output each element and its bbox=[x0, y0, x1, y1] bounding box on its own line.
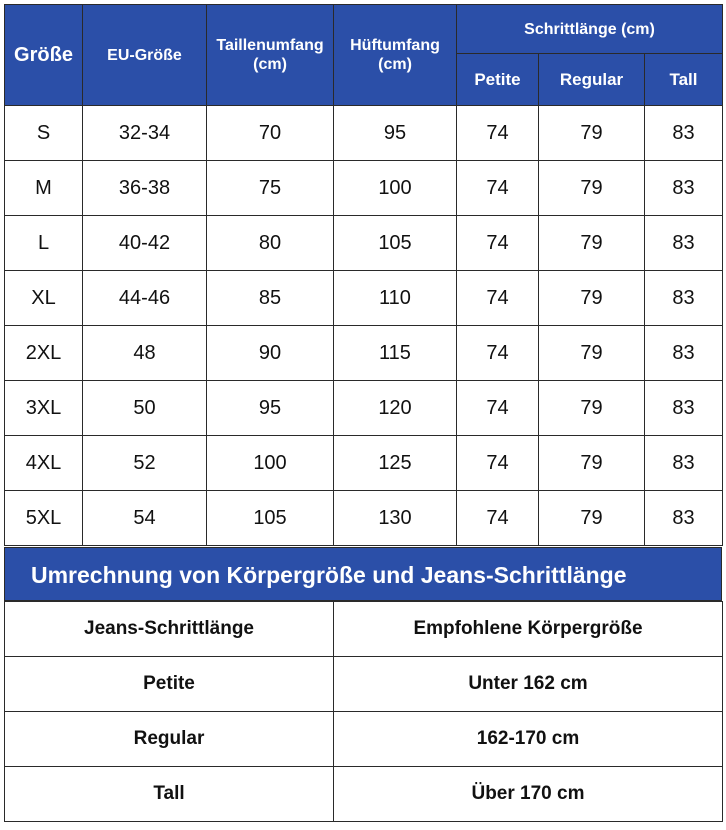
cell-regular: 79 bbox=[539, 271, 645, 326]
header-eu-groesse: EU-Größe bbox=[83, 5, 207, 106]
conversion-header-inseam: Jeans-Schrittlänge bbox=[5, 602, 334, 657]
conversion-cell-inseam: Tall bbox=[5, 767, 334, 822]
cell-hip: 105 bbox=[334, 216, 457, 271]
cell-size: L bbox=[5, 216, 83, 271]
cell-waist: 105 bbox=[207, 491, 334, 546]
header-taillenumfang: Taillenumfang (cm) bbox=[207, 5, 334, 106]
header-hueftumfang: Hüftumfang (cm) bbox=[334, 5, 457, 106]
table-row bbox=[5, 326, 723, 381]
table-row bbox=[5, 271, 723, 326]
cell-hip: 130 bbox=[334, 491, 457, 546]
cell-eu: 32-34 bbox=[83, 106, 207, 161]
conversion-header-row bbox=[5, 602, 723, 657]
cell-waist: 100 bbox=[207, 436, 334, 491]
cell-tall: 83 bbox=[645, 216, 723, 271]
cell-eu: 50 bbox=[83, 381, 207, 436]
cell-tall: 83 bbox=[645, 271, 723, 326]
cell-eu: 52 bbox=[83, 436, 207, 491]
header-schrittlaenge: Schrittlänge (cm) bbox=[457, 5, 723, 54]
size-chart-table bbox=[4, 4, 723, 546]
cell-regular: 79 bbox=[539, 491, 645, 546]
cell-regular: 79 bbox=[539, 161, 645, 216]
cell-waist: 95 bbox=[207, 381, 334, 436]
conversion-row bbox=[5, 712, 723, 767]
cell-petite: 74 bbox=[457, 381, 539, 436]
cell-tall: 83 bbox=[645, 436, 723, 491]
cell-eu: 54 bbox=[83, 491, 207, 546]
cell-petite: 74 bbox=[457, 106, 539, 161]
cell-hip: 120 bbox=[334, 381, 457, 436]
conversion-row bbox=[5, 657, 723, 712]
cell-hip: 95 bbox=[334, 106, 457, 161]
cell-size: XL bbox=[5, 271, 83, 326]
cell-tall: 83 bbox=[645, 381, 723, 436]
conversion-row bbox=[5, 767, 723, 822]
table-row bbox=[5, 216, 723, 271]
header-groesse: Größe bbox=[5, 5, 83, 106]
cell-regular: 79 bbox=[539, 216, 645, 271]
cell-regular: 79 bbox=[539, 106, 645, 161]
conversion-cell-inseam: Petite bbox=[5, 657, 334, 712]
cell-eu: 48 bbox=[83, 326, 207, 381]
table-row bbox=[5, 106, 723, 161]
cell-waist: 80 bbox=[207, 216, 334, 271]
conversion-header-height: Empfohlene Körpergröße bbox=[334, 602, 723, 657]
cell-tall: 83 bbox=[645, 326, 723, 381]
cell-waist: 90 bbox=[207, 326, 334, 381]
cell-size: 2XL bbox=[5, 326, 83, 381]
cell-eu: 40-42 bbox=[83, 216, 207, 271]
cell-regular: 79 bbox=[539, 436, 645, 491]
cell-hip: 110 bbox=[334, 271, 457, 326]
cell-waist: 85 bbox=[207, 271, 334, 326]
table-row bbox=[5, 436, 723, 491]
cell-hip: 125 bbox=[334, 436, 457, 491]
conversion-cell-inseam: Regular bbox=[5, 712, 334, 767]
table-row bbox=[5, 161, 723, 216]
cell-waist: 70 bbox=[207, 106, 334, 161]
cell-tall: 83 bbox=[645, 161, 723, 216]
conversion-cell-height: Unter 162 cm bbox=[334, 657, 723, 712]
conversion-cell-height: 162-170 cm bbox=[334, 712, 723, 767]
cell-size: M bbox=[5, 161, 83, 216]
cell-petite: 74 bbox=[457, 491, 539, 546]
cell-waist: 75 bbox=[207, 161, 334, 216]
cell-petite: 74 bbox=[457, 271, 539, 326]
cell-regular: 79 bbox=[539, 326, 645, 381]
cell-eu: 36-38 bbox=[83, 161, 207, 216]
cell-hip: 115 bbox=[334, 326, 457, 381]
cell-size: 4XL bbox=[5, 436, 83, 491]
cell-tall: 83 bbox=[645, 491, 723, 546]
cell-petite: 74 bbox=[457, 161, 539, 216]
cell-petite: 74 bbox=[457, 326, 539, 381]
header-regular: Regular bbox=[539, 54, 645, 106]
cell-tall: 83 bbox=[645, 106, 723, 161]
table-row bbox=[5, 491, 723, 546]
cell-size: S bbox=[5, 106, 83, 161]
cell-size: 5XL bbox=[5, 491, 83, 546]
conversion-title: Umrechnung von Körpergröße und Jeans-Schrittlänge bbox=[4, 547, 722, 601]
header-tall: Tall bbox=[645, 54, 723, 106]
cell-petite: 74 bbox=[457, 216, 539, 271]
cell-petite: 74 bbox=[457, 436, 539, 491]
cell-size: 3XL bbox=[5, 381, 83, 436]
table-row bbox=[5, 381, 723, 436]
conversion-table bbox=[4, 601, 723, 822]
conversion-cell-height: Über 170 cm bbox=[334, 767, 723, 822]
cell-hip: 100 bbox=[334, 161, 457, 216]
cell-eu: 44-46 bbox=[83, 271, 207, 326]
header-petite: Petite bbox=[457, 54, 539, 106]
cell-regular: 79 bbox=[539, 381, 645, 436]
